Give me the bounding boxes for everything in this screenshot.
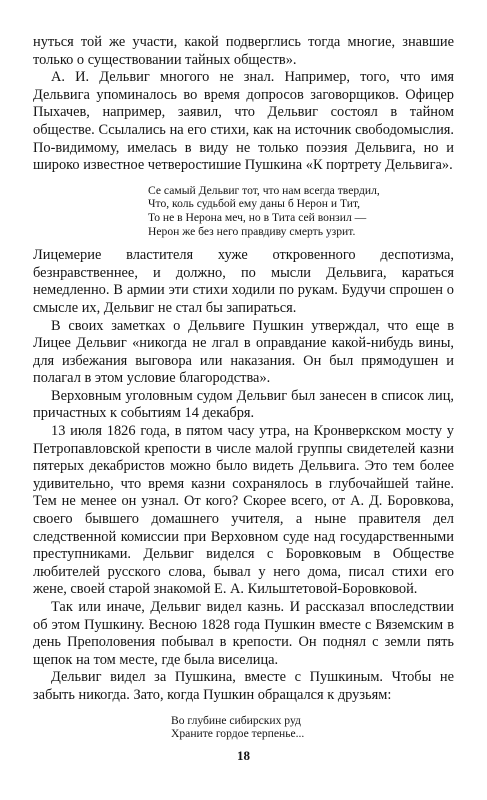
paragraph-execution-witness: 13 июля 1826 года, в пятом часу утра, на Кронверкском мосту у Петропавловской крепости в числе малой группы свидетелей казни пятерых декабристов можно было видеть Дельвига. Это тем более удивительно, что время казни сохранялось в глубочайшей тайне. Тем не менее он узнал. От кого? Скорее всего, от А. Д. Боровкова, своего бывшего домашнего учителя, а ныне правителя дел следственной комиссии при Верховном суде над государственными преступниками. Дельвиг виделся с Боровковым в Обществе любителей русского слова, бывал у него дома, писал стихи его жене, своей старой знакомой Е. А. Кильштетовой-Боровковой. (33, 423, 454, 598)
poem-line: Се самый Дельвиг тот, что нам всегда твердил, (148, 183, 380, 197)
paragraph-continuation: нуться той же участи, какой подверглись тогда многие, знавшие только о существовании тайных обществ». (33, 34, 454, 68)
paragraph-saw-execution: Так или иначе, Дельвиг видел казнь. И рассказал впоследствии об этом Пушкину. Весною 1828 года Пушкин вместе с Вяземским в день Преполовения побывал в крепости. Он поднял с земли пять щепок на том месте, где была виселица. (33, 599, 454, 668)
poem-line: Нерон же без него правдиву смерть узрит. (148, 224, 356, 238)
paragraph-lyceum-notes: В своих заметках о Дельвиге Пушкин утверждал, что еще в Лицее Дельвиг «никогда не лгал в оправдание какой-нибудь вины, для избежания выговора или наказания. Он был прямодушен и полагал в этом условие благородства». (33, 317, 454, 387)
poem-line: То не в Нерона меч, но в Тита сей вонзил — (148, 210, 367, 224)
paragraph-supreme-court: Верховным уголовным судом Дельвиг был занесен в список лиц, причастных к событиям 14 декабря. (33, 387, 454, 422)
poem-line: Что, коль судьбой ему даны б Нерон и Тит, (148, 197, 361, 211)
paragraph-delvig-unknown: А. И. Дельвиг многого не знал. Например, того, что имя Дельвига упоминалось во время допросов заговорщиков. Офицер Пыхачев, например, заявил, что Дельвиг состоял в тайном обществе. Ссылались на его стихи, как на источник свободомыслия. По-видимому, имелась в виду не только поэзия Дельвига, но и широко известное четверостишие Пушкина «К портрету Дельвига». (33, 69, 454, 174)
paragraph-for-pushkin: Дельвиг видел за Пушкина, вместе с Пушкиным. Чтобы не забыть никогда. Зато, когда Пушкин обращался к друзьям: (33, 669, 454, 703)
poem-line: Храните гордое терпенье... (171, 727, 305, 741)
poem-line: Во глубине сибирских руд (171, 713, 301, 727)
page-number: 18 (237, 748, 250, 763)
paragraph-hypocrisy: Лицемерие властителя хуже откровенного деспотизма, безнравственнее, и должно, по мысли Дельвига, караться немедленно. В армии эти стихи ходили по рукам. Будучи спрошен о смысле их, Дельвиг не стал бы запираться. (33, 247, 454, 316)
poem-siberian-ores (171, 714, 454, 741)
poem-portrait-of-delvig (148, 184, 454, 238)
